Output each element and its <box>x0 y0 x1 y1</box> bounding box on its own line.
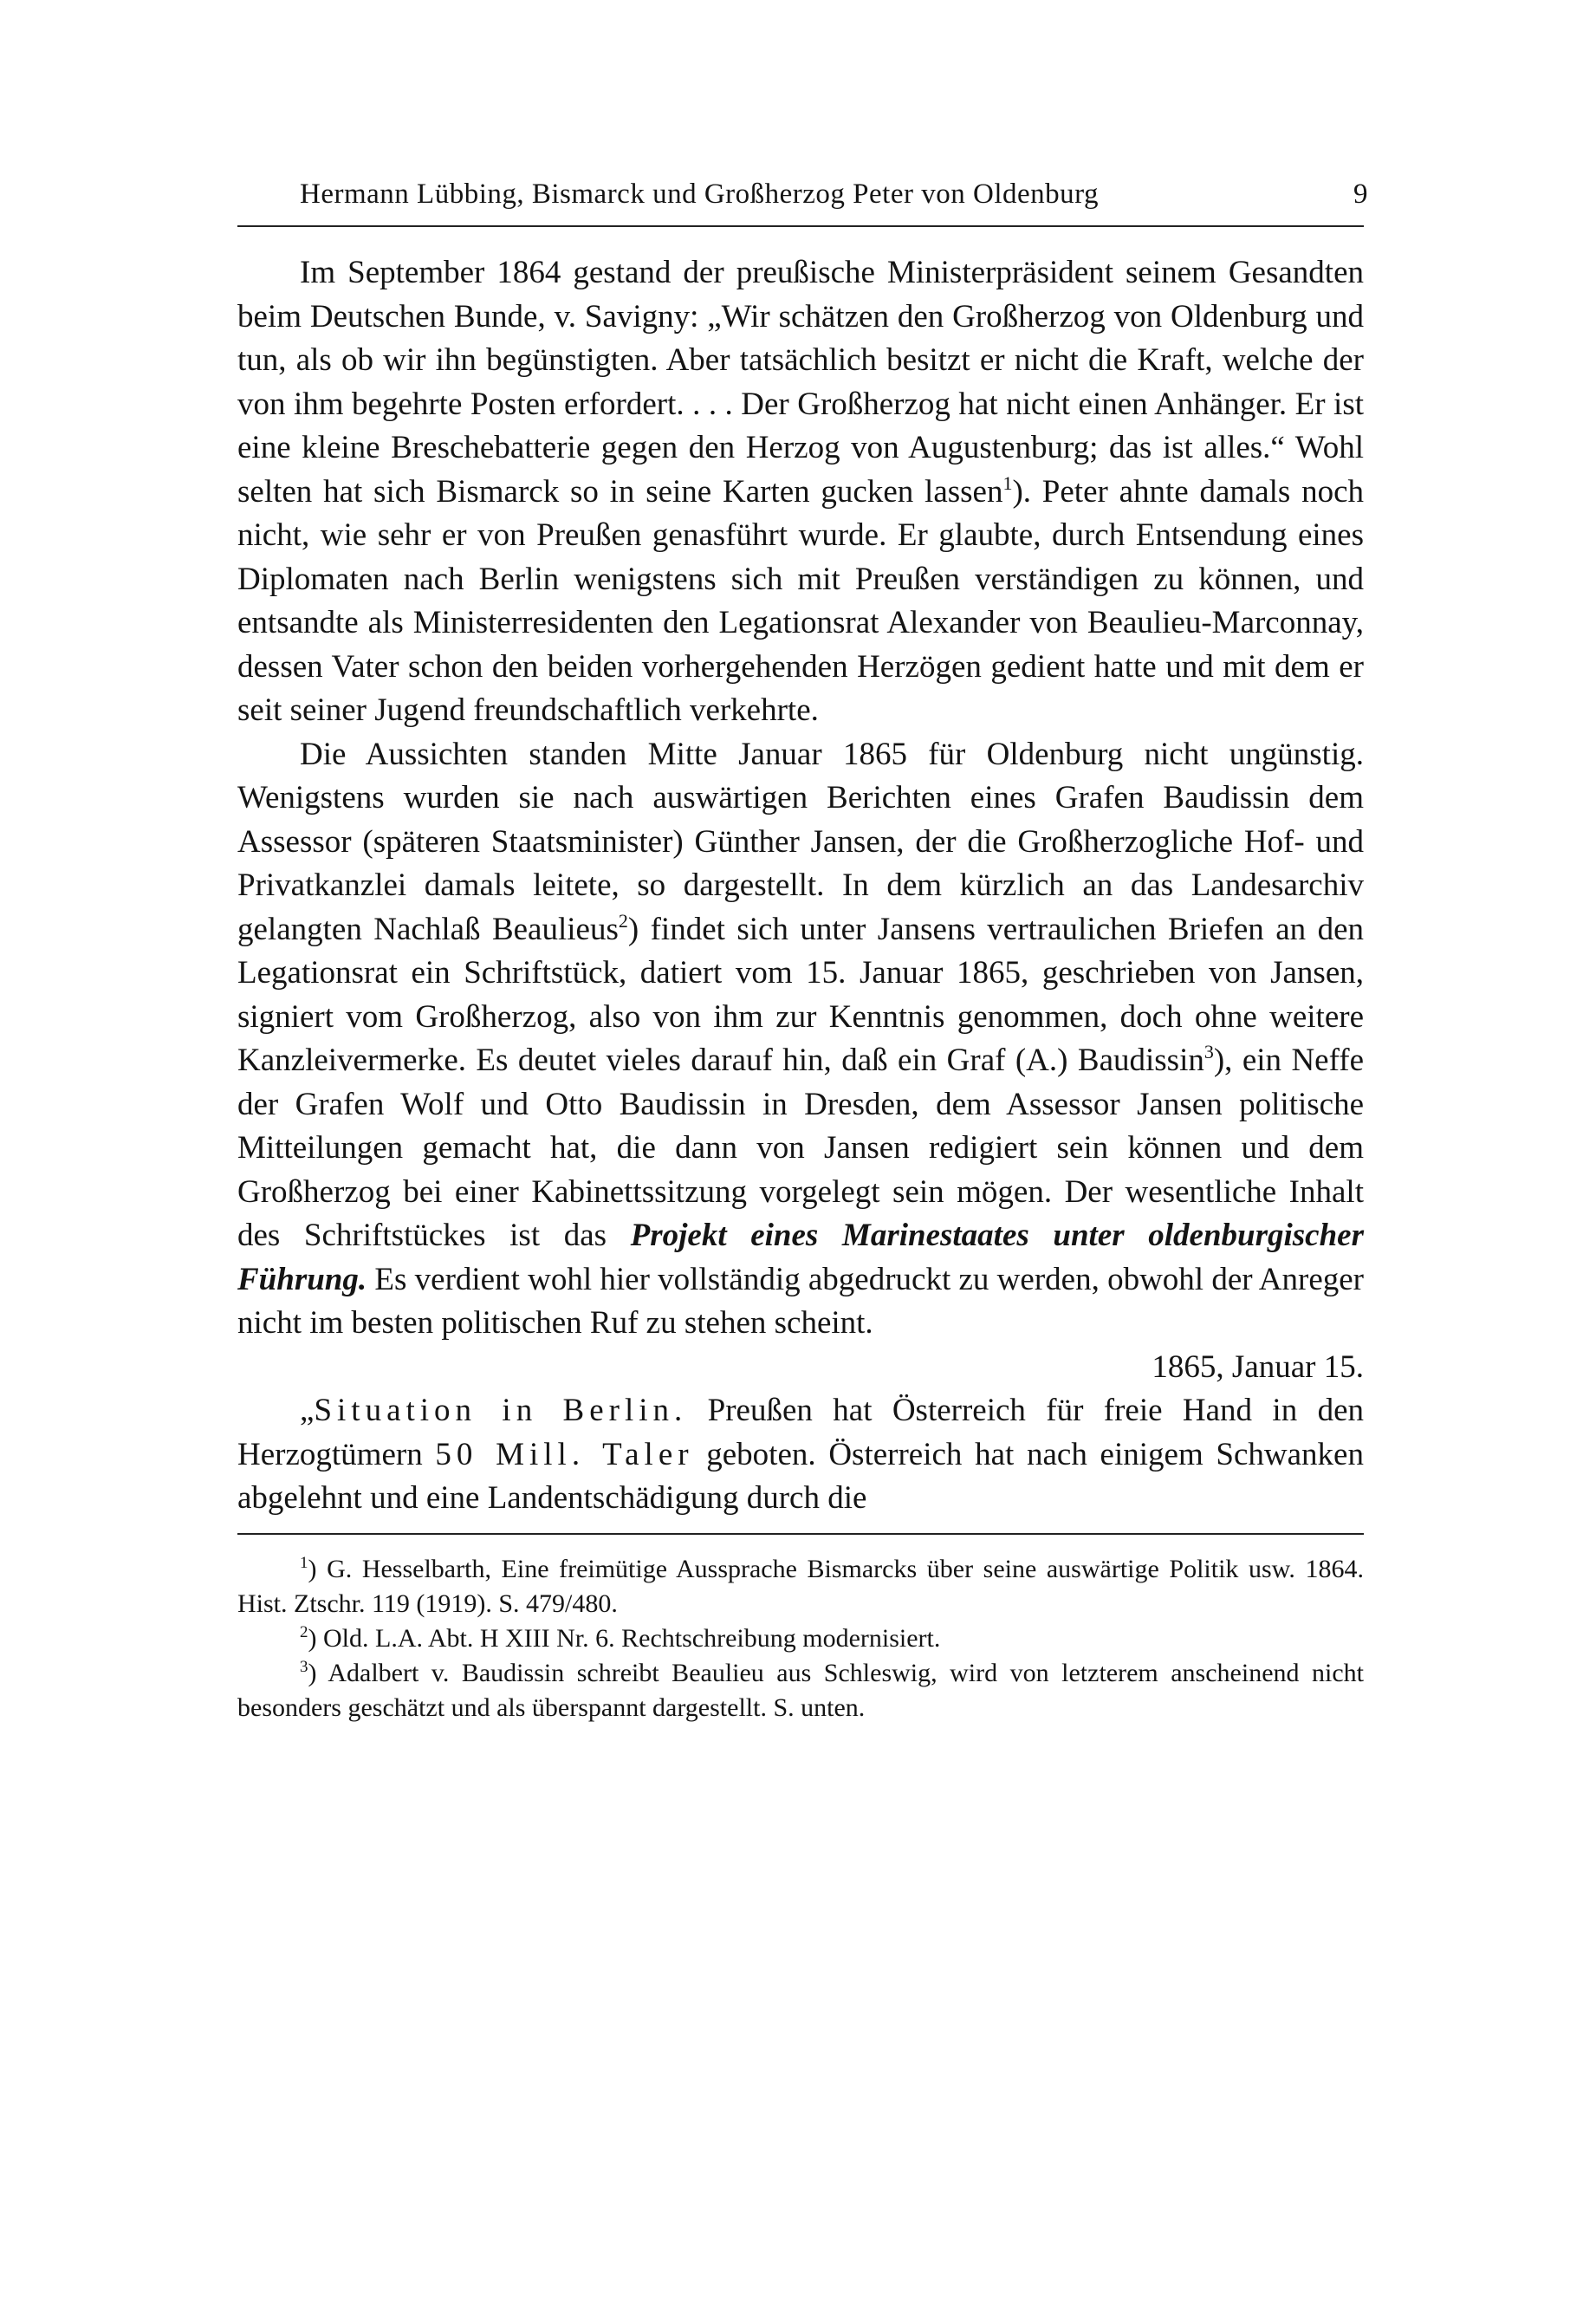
footnotes <box>237 1552 1364 1725</box>
running-head <box>237 173 1368 227</box>
emphasis-marine-project: Projekt eines Marinestaates unter oldenburgischer Führung. <box>237 1218 1364 1297</box>
opening-quote: „ <box>300 1393 315 1428</box>
paragraph-2-text-a: Die Aussichten standen Mitte Januar 1865 für Oldenburg nicht ungünstig. Wenigstens wurden sie nach auswärtigen Berichten eines Grafen Baudissin dem Assessor (späteren Staatsminister) Günther Jansen, der die Großherzogliche Hof- und Privatkanzlei damals leitete, so dargestellt. In dem kürzlich an das Landesarchiv gelangten Nachlaß Beaulieus <box>237 736 1364 947</box>
footnote-3 <box>237 1656 1364 1725</box>
footnote-1-text: ) G. Hesselbarth, Eine freimütige Aussprache Bismarcks über seine auswärtige Politik usw. 1864. Hist. Ztschr. 119 (1919). S. 479/480. <box>237 1554 1364 1618</box>
footnote-mark-2: 2 <box>300 1622 308 1641</box>
spaced-heading-situation: Situation in Berlin. <box>314 1393 688 1428</box>
footnote-ref-3: 3 <box>1203 1041 1214 1062</box>
spaced-amount: 50 Mill. Taler <box>435 1436 694 1472</box>
paragraph-3 <box>237 1389 1364 1521</box>
footnote-mark-3: 3 <box>300 1657 308 1676</box>
footnote-ref-1: 1 <box>1002 471 1013 494</box>
paragraph-3-text-c: geboten. Österreich hat nach einigem Schwanken abgelehnt und eine Landentschädigung durch die <box>237 1436 1364 1516</box>
footnote-mark-1: 1 <box>300 1553 308 1572</box>
paragraph-2 <box>237 733 1364 1346</box>
book-page <box>237 173 1368 1725</box>
footnote-3-text: ) Adalbert v. Baudissin schreibt Beaulieu aus Schleswig, wird von letzterem anscheinend nicht besonders geschätzt und als überspannt dargestellt. S. unten. <box>237 1658 1364 1722</box>
paragraph-1-text-b: ). Peter ahnte damals noch nicht, wie sehr er von Preußen genasführt wurde. Er glaubte, durch Entsendung eines Diplomaten nach Berlin wenigstens sich mit Preußen verständigen zu können, und entsandte als Ministerresidenten den Legationsrat Alexander von Beaulieu-Marconnay, dessen Vater schon den beiden vorhergehenden Herzögen gedient hatte und mit dem er seit seiner Jugend freundschaftlich verkehrte. <box>237 473 1364 728</box>
paragraph-2-text-d: Es verdient wohl hier vollständig abgedruckt zu werden, obwohl der Anreger nicht im besten politischen Ruf zu stehen scheint. <box>237 1261 1364 1341</box>
paragraph-2-text-b: ) findet sich unter Jansens vertraulichen Briefen an den Legationsrat ein Schriftstück, datiert vom 15. Januar 1865, geschrieben von Jansen, signiert vom Großherzog, also von ihm zur Kenntnis genommen, doch ohne weitere Kanzleivermerke. Es deutet vieles darauf hin, daß ein Graf (A.) Baudissin <box>237 911 1364 1078</box>
paragraph-1 <box>237 251 1364 733</box>
main-text <box>237 251 1364 1521</box>
dateline: 1865, Januar 15. <box>1152 1348 1364 1385</box>
footnote-divider <box>237 1533 1364 1535</box>
paragraph-3-text-b: Preußen hat Österreich für freie Hand in den Herzogtümern <box>237 1393 1364 1472</box>
footnote-2 <box>237 1621 1364 1656</box>
footnote-1 <box>237 1552 1364 1621</box>
paragraph-2-text-c: ), ein Neffe der Grafen Wolf und Otto Baudissin in Dresden, dem Assessor Jansen politische Mitteilungen gemacht hat, die dann von Jansen redigiert sein können und dem Großherzog bei einer Kabinettssitzung vorgelegt sein mögen. Der wesentliche Inhalt des Schriftstückes ist das <box>237 1043 1365 1253</box>
paragraph-1-text-a: Im September 1864 gestand der preußische Ministerpräsident seinem Gesandten beim Deutschen Bunde, v. Savigny: „Wir schätzen den Großherzog von Oldenburg und tun, als ob wir ihn begünstigten. Aber tatsächlich besitzt er nicht die Kraft, welche der von ihm begehrte Posten erfordert. . . . Der Großherzog hat nicht einen Anhänger. Er ist eine kleine Breschebatterie gegen den Herzog von Augustenburg; das ist alles.“ Wohl selten hat sich Bismarck so in seine Karten gucken lassen <box>237 255 1364 510</box>
footnote-ref-2: 2 <box>618 909 628 932</box>
running-title: Hermann Lübbing, Bismarck und Großherzog Peter von Oldenburg <box>300 179 1100 210</box>
page-number: 9 <box>1353 179 1368 210</box>
footnote-2-text: ) Old. L.A. Abt. H XIII Nr. 6. Rechtschreibung modernisiert. <box>308 1623 941 1653</box>
